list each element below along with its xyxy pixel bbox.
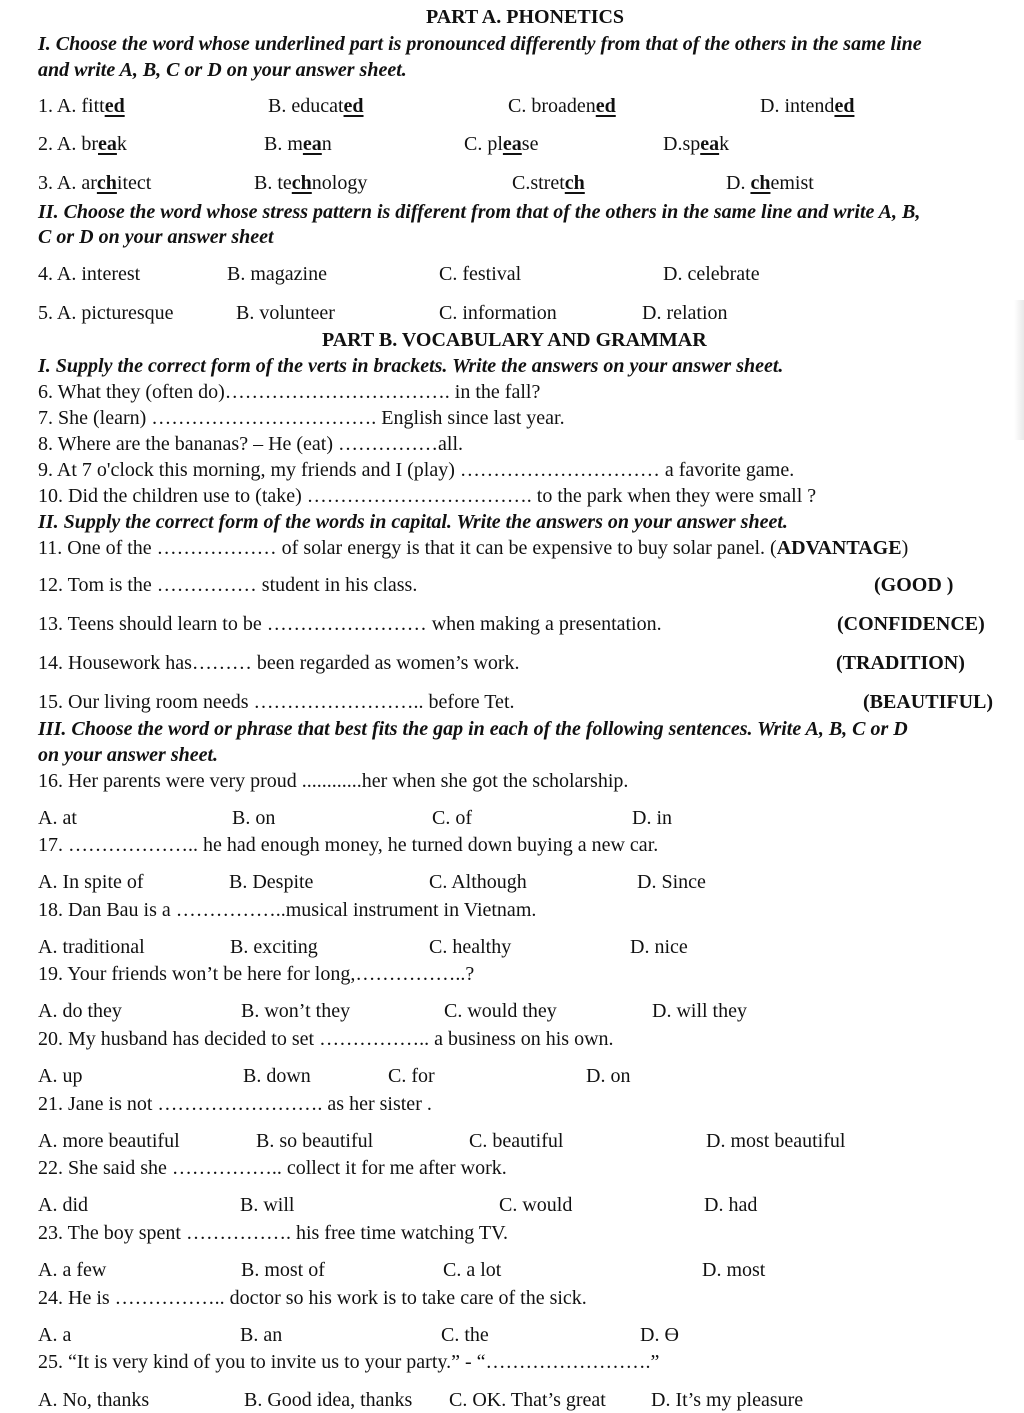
option-18d: D. nice (630, 936, 688, 958)
option-22b: B. will (240, 1194, 295, 1216)
question-16: 16. Her parents were very proud ............her when she got the scholarship. (38, 770, 629, 792)
option-16b: B. on (232, 807, 276, 829)
option-16d: D. in (632, 807, 672, 829)
option-19d: D. will they (652, 1000, 747, 1022)
question-19: 19. Your friends won’t be here for long,……………..? (38, 963, 475, 985)
option-2d: D.speak (663, 133, 730, 155)
option-24a: A. a (38, 1324, 72, 1346)
option-4b: B. magazine (227, 263, 327, 285)
option-22d: D. had (704, 1194, 758, 1216)
question-21: 21. Jane is not ……………………. as her sister . (38, 1093, 432, 1115)
option-23b: B. most of (241, 1259, 325, 1281)
part-a-title: PART A. PHONETICS (426, 6, 625, 28)
part-a-instruction-2-cont: C or D on your answer sheet (38, 226, 274, 248)
option-24d: D. Ө (640, 1324, 679, 1346)
option-25a: A. No, thanks (38, 1389, 150, 1411)
option-18c: C. healthy (429, 936, 512, 958)
question-12: 12. Tom is the …………… student in his class. (38, 574, 418, 596)
question-13: 13. Teens should learn to be …………………… when making a presentation. (38, 613, 662, 635)
question-17: 17. ……………….. he had enough money, he turned down buying a new car. (38, 834, 659, 856)
question-20: 20. My husband has decided to set …………….. a business on his own. (38, 1028, 614, 1050)
question-24: 24. He is …………….. doctor so his work is to take care of the sick. (38, 1287, 587, 1309)
option-5a: 5. A. picturesque (38, 302, 174, 324)
option-20b: B. down (243, 1065, 311, 1087)
question-15: 15. Our living room needs …………………….. before Tet. (38, 691, 515, 713)
option-1a: 1. A. fitted (38, 95, 125, 117)
option-2a: 2. A. break (38, 133, 127, 155)
question-22: 22. She said she …………….. collect it for me after work. (38, 1157, 507, 1179)
option-20d: D. on (586, 1065, 631, 1087)
part-a-instruction-1-cont: and write A, B, C or D on your answer sheet. (38, 59, 407, 81)
question-8: 8. Where are the bananas? – He (eat) ……………all. (38, 433, 464, 455)
part-b-instruction-2: II. Supply the correct form of the words in capital. Write the answers on your answer sheet. (38, 511, 788, 533)
question-11: 11. One of the ……………… of solar energy is that it can be expensive to buy solar panel. (ADVANTAGE) (38, 537, 909, 559)
part-b-instruction-3: III. Choose the word or phrase that best fits the gap in each of the following sentences. Write A, B, C or D (38, 718, 908, 740)
question-9: 9. At 7 o'clock this morning, my friends and I (play) ………………………… a favorite game. (38, 459, 795, 481)
part-a-instruction-1: I. Choose the word whose underlined part is pronounced differently from that of the others in the same line (38, 33, 922, 55)
question-10: 10. Did the children use to (take) ……………………………. to the park when they were small ? (38, 485, 817, 507)
option-3b: B. technology (254, 172, 368, 194)
option-19c: C. would they (444, 1000, 557, 1022)
option-19b: B. won’t they (241, 1000, 351, 1022)
option-5c: C. information (439, 302, 557, 324)
option-17d: D. Since (637, 871, 706, 893)
option-21b: B. so beautiful (256, 1130, 374, 1152)
hint-word-12: (GOOD ) (874, 574, 954, 596)
question-23: 23. The boy spent ……………. his free time watching TV. (38, 1222, 508, 1244)
option-25b: B. Good idea, thanks (244, 1389, 413, 1411)
option-24b: B. an (240, 1324, 283, 1346)
option-20c: C. for (388, 1065, 435, 1087)
option-16c: C. of (432, 807, 472, 829)
option-4c: C. festival (439, 263, 522, 285)
option-1b: B. educated (268, 95, 364, 117)
option-3a: 3. A. architect (38, 172, 152, 194)
option-18b: B. exciting (230, 936, 318, 958)
question-6: 6. What they (often do)……………………………. in the fall? (38, 381, 541, 403)
option-22c: C. would (499, 1194, 573, 1216)
option-24c: C. the (441, 1324, 489, 1346)
option-25d: D. It’s my pleasure (651, 1389, 804, 1411)
hint-word-13: (CONFIDENCE) (837, 613, 985, 635)
option-3d: D. chemist (726, 172, 814, 194)
part-b-instruction-3-cont: on your answer sheet. (38, 744, 219, 766)
hint-word-11: ADVANTAGE (776, 537, 902, 559)
option-21a: A. more beautiful (38, 1130, 180, 1152)
page-edge-shadow (1014, 300, 1024, 440)
option-5b: B. volunteer (236, 302, 335, 324)
option-18a: A. traditional (38, 936, 145, 958)
question-25: 25. “It is very kind of you to invite us to your party.” - “…………………….” (38, 1351, 660, 1373)
option-1c: C. broadened (508, 95, 616, 117)
option-3c: C.stretch (512, 172, 585, 194)
option-21d: D. most beautiful (706, 1130, 846, 1152)
part-b-instruction-1: I. Supply the correct form of the verts in brackets. Write the answers on your answer sheet. (38, 355, 784, 377)
option-2b: B. mean (264, 133, 332, 155)
option-19a: A. do they (38, 1000, 122, 1022)
option-1d: D. intended (760, 95, 855, 117)
option-4a: 4. A. interest (38, 263, 141, 285)
option-21c: C. beautiful (469, 1130, 564, 1152)
question-14: 14. Housework has……… been regarded as women’s work. (38, 652, 520, 674)
option-17a: A. In spite of (38, 871, 144, 893)
option-20a: A. up (38, 1065, 83, 1087)
hint-word-14: (TRADITION) (836, 652, 965, 674)
option-17c: C. Although (429, 871, 527, 893)
question-7: 7. She (learn) ……………………………. English since last year. (38, 407, 565, 429)
option-23c: C. a lot (443, 1259, 502, 1281)
option-2c: C. please (464, 133, 539, 155)
option-4d: D. celebrate (663, 263, 760, 285)
part-a-instruction-2: II. Choose the word whose stress pattern is different from that of the others in the same line and write A, B, (38, 201, 921, 223)
option-25c: C. OK. That’s great (449, 1389, 606, 1411)
question-18: 18. Dan Bau is a ……………..musical instrument in Vietnam. (38, 899, 537, 921)
part-b-title: PART B. VOCABULARY AND GRAMMAR (322, 329, 707, 351)
option-16a: A. at (38, 807, 77, 829)
option-17b: B. Despite (229, 871, 314, 893)
option-22a: A. did (38, 1194, 88, 1216)
option-5d: D. relation (642, 302, 728, 324)
option-23d: D. most (702, 1259, 766, 1281)
hint-word-15: (BEAUTIFUL) (863, 691, 994, 713)
option-23a: A. a few (38, 1259, 107, 1281)
